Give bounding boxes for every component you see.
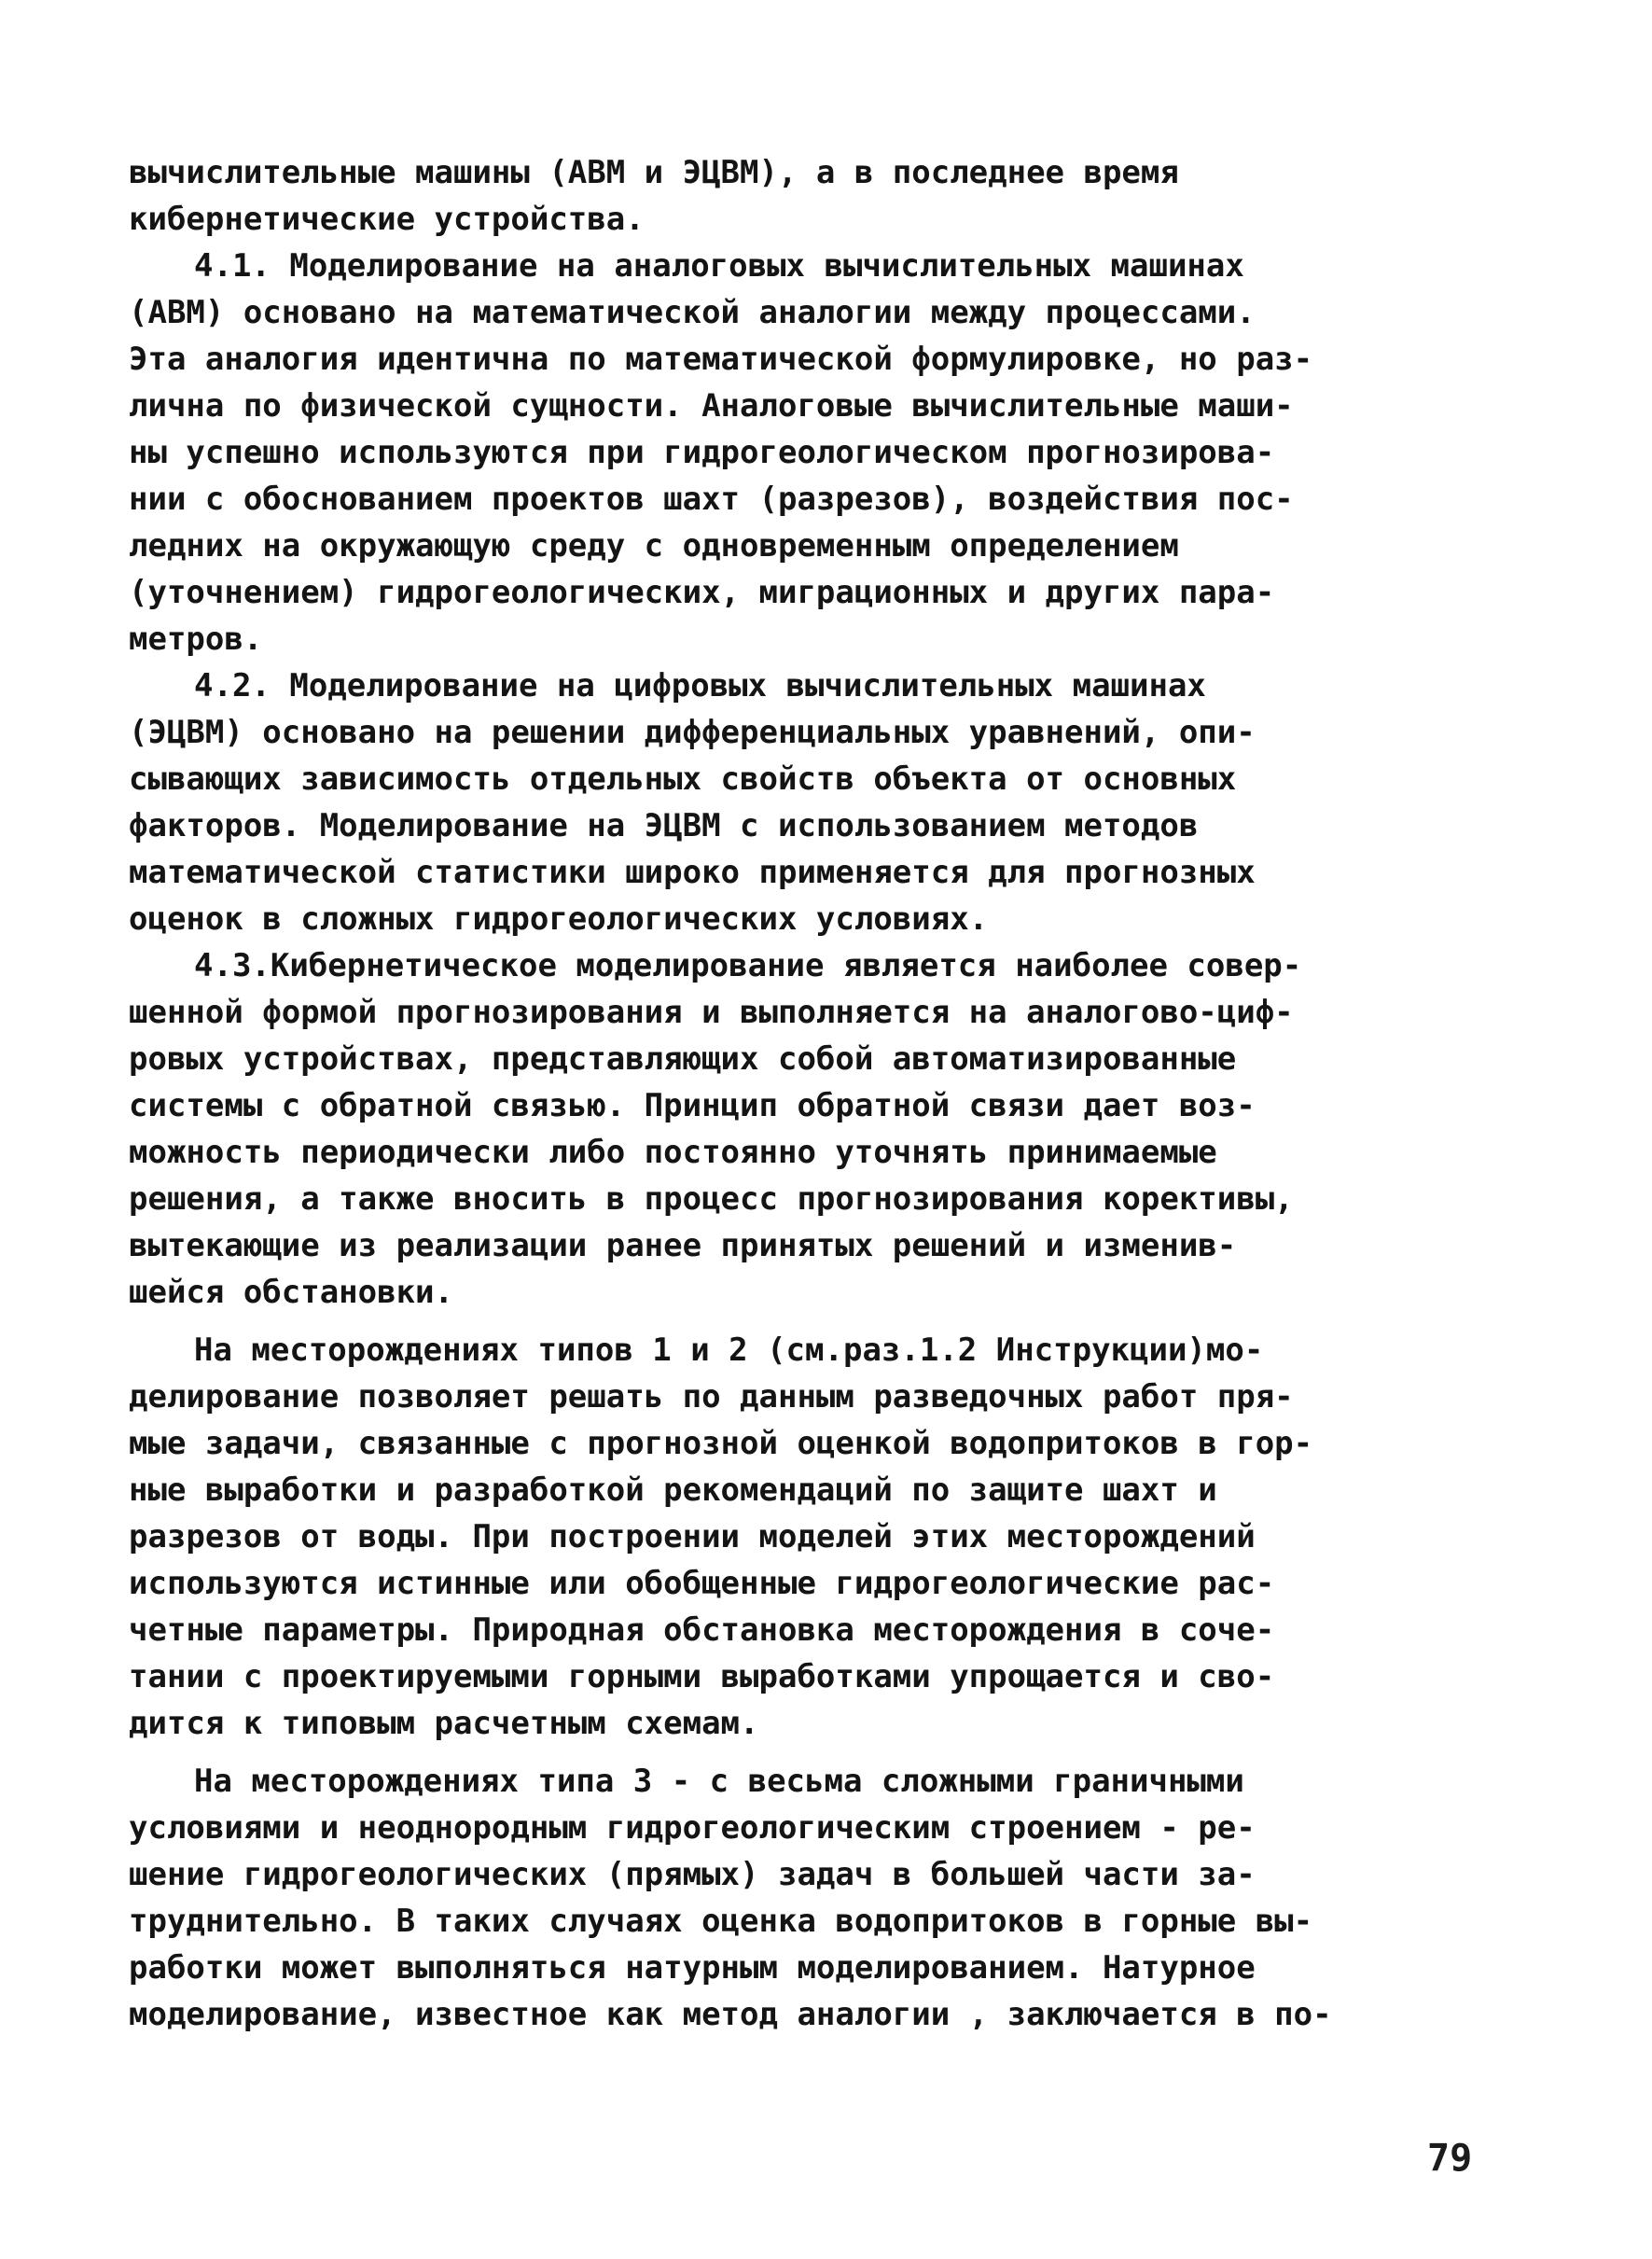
text-line: условиями и неоднородным гидрогеологическим строением - ре-	[129, 1809, 1256, 1847]
text-line: вытекающие из реализации ранее принятых решений и изменив-	[129, 1227, 1237, 1264]
page-number: 79	[1427, 2137, 1473, 2180]
body-text	[129, 149, 1509, 2038]
text-line: (ЭЦВМ) основано на решении дифференциальных уравнений, опи-	[129, 714, 1256, 751]
text-line: ны успешно используются при гидрогеологическом прогнозирова-	[129, 434, 1275, 471]
text-line: лична по физической сущности. Аналоговые вычислительные маши-	[129, 387, 1294, 425]
text-line: четные параметры. Природная обстановка месторождения в соче-	[129, 1611, 1275, 1649]
text-line: используются истинные или обобщенные гидрогеологические рас-	[129, 1565, 1275, 1602]
text-line: шенной формой прогнозирования и выполняется на аналогово-циф-	[129, 994, 1294, 1031]
text-line: моделирование, известное как метод аналогии , заключается в по-	[129, 1996, 1332, 2033]
text-line: На месторождениях типа 3 - с весьма сложными граничными	[194, 1763, 1244, 1800]
text-line: шение гидрогеологических (прямых) задач в большей части за-	[129, 1856, 1256, 1893]
text-line: факторов. Моделирование на ЭЦВМ с использованием методов	[129, 807, 1199, 844]
text-line: вычислительные машины (АВМ и ЭЦВМ), а в последнее время	[129, 154, 1179, 191]
text-line: можность периодически либо постоянно уточнять принимаемые	[129, 1134, 1217, 1171]
text-line: делирование позволяет решать по данным разведочных работ пря-	[129, 1378, 1294, 1415]
text-line: решения, а также вносить в процесс прогнозирования корективы,	[129, 1180, 1294, 1218]
text-line: (уточнением) гидрогеологических, миграционных и других пара-	[129, 574, 1275, 611]
paragraph-4-3	[129, 942, 1509, 1316]
paragraph-4-2	[129, 662, 1509, 942]
text-line: Эта аналогия идентична по математической формулировке, но раз-	[129, 341, 1313, 378]
text-line: работки может выполняться натурным моделированием. Натурное	[129, 1949, 1256, 1987]
text-line: ровых устройствах, представляющих собой автоматизированные	[129, 1040, 1237, 1078]
text-line: сывающих зависимость отдельных свойств объекта от основных	[129, 760, 1237, 798]
text-line: ные выработки и разработкой рекомендаций по защите шахт и	[129, 1471, 1217, 1509]
paragraph-4-1	[129, 243, 1509, 662]
text-line: тании с проектируемыми горными выработками упрощается и сво-	[129, 1658, 1275, 1695]
text-line: На месторождениях типов 1 и 2 (см.раз.1.2 Инструкции)мо-	[194, 1332, 1264, 1369]
text-line: математической статистики широко применяется для прогнозных	[129, 854, 1256, 891]
text-line: разрезов от воды. При построении моделей этих месторождений	[129, 1518, 1256, 1555]
text-line: мые задачи, связанные с прогнозной оценкой водопритоков в гор-	[129, 1425, 1313, 1462]
text-line: ледних на окружающую среду с одновременным определением	[129, 527, 1179, 565]
text-line: шейся обстановки.	[129, 1274, 453, 1311]
text-line: нии с обоснованием проектов шахт (разрезов), воздействия пос-	[129, 481, 1294, 518]
text-line: 4.3.Кибернетическое моделирование является наиболее совер-	[194, 947, 1302, 984]
text-line: (АВМ) основано на математической аналогии между процессами.	[129, 294, 1256, 331]
text-line: дится к типовым расчетным схемам.	[129, 1705, 759, 1742]
paragraph-deposit-types-1-2	[129, 1327, 1509, 1747]
text-line: оценок в сложных гидрогеологических условиях.	[129, 900, 989, 938]
text-line: кибернетические устройства.	[129, 201, 645, 238]
text-line: 4.1. Моделирование на аналоговых вычислительных машинах	[194, 247, 1244, 285]
text-line: системы с обратной связью. Принцип обратной связи дает воз-	[129, 1087, 1256, 1124]
text-line: 4.2. Моделирование на цифровых вычислительных машинах	[194, 667, 1206, 704]
text-line: метров.	[129, 621, 263, 658]
paragraph-deposit-type-3	[129, 1758, 1509, 2038]
text-line: труднительно. В таких случаях оценка водопритоков в горные вы-	[129, 1903, 1313, 1940]
paragraph-intro	[129, 149, 1509, 243]
